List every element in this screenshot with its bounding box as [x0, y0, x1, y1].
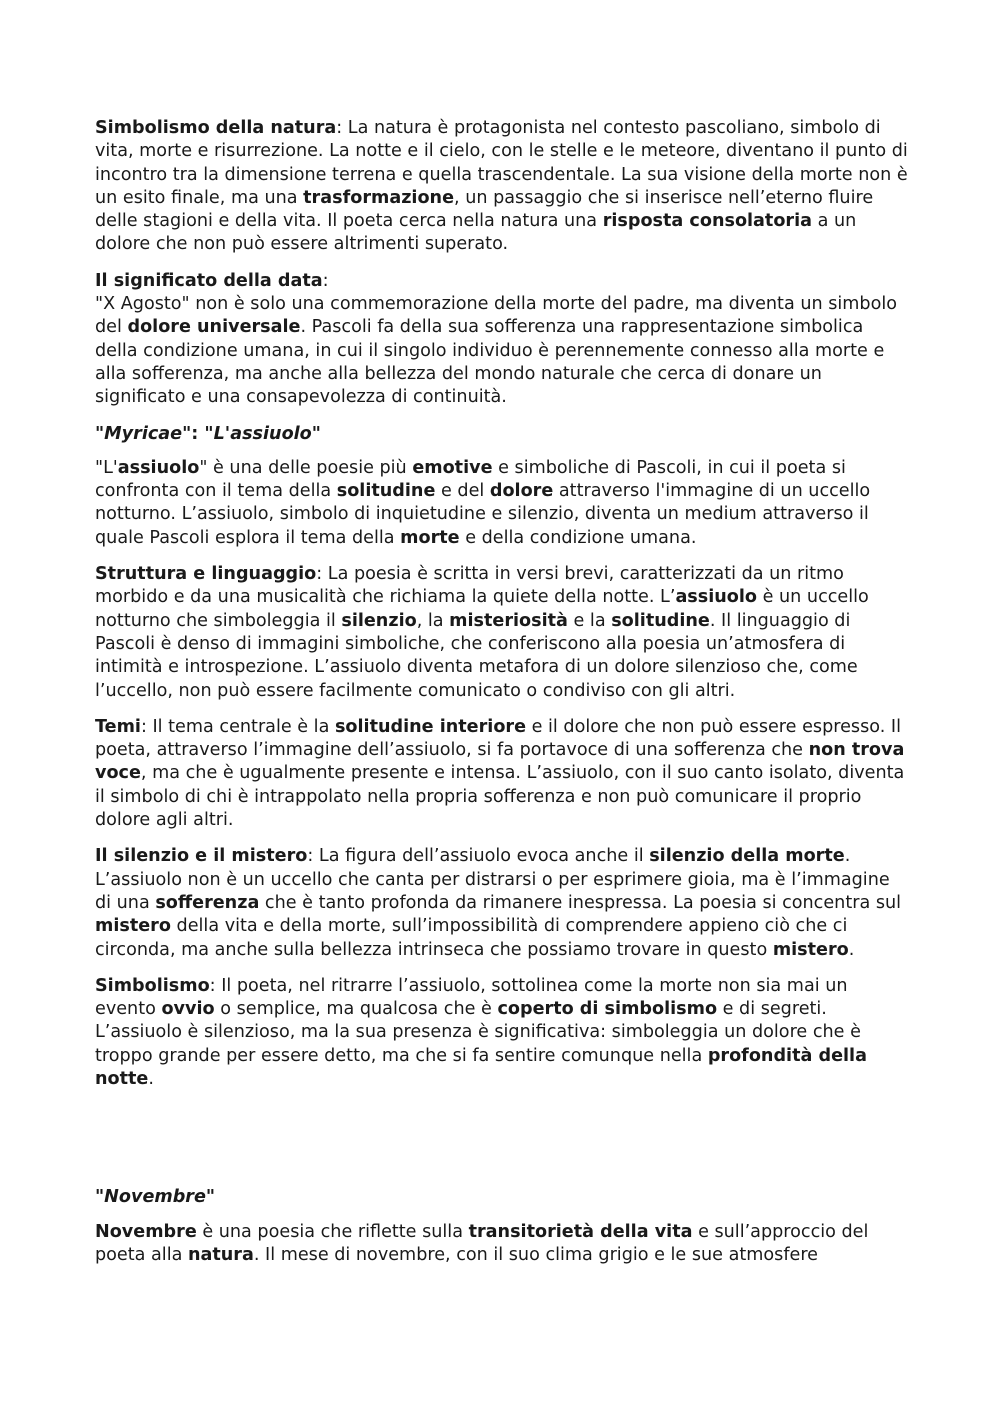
- text-run: e sull’approccio del poeta alla: [95, 1221, 869, 1265]
- text-run: , un passaggio che si inserisce nell’eterno fluire delle stagioni e della vita. Il poeta cerca nella natura una: [95, 187, 874, 232]
- bold-text: ": [205, 1187, 216, 1208]
- section-heading-heading-novembre: [95, 1186, 910, 1209]
- bold-text: mistero: [95, 916, 171, 937]
- text-run: che è tanto profonda da rimanere inespressa. La poesia si concentra sul: [259, 892, 902, 913]
- bold-text: solitudine: [611, 610, 710, 631]
- bold-text: morte: [400, 527, 460, 548]
- paragraph-simbolismo-natura: [95, 117, 910, 257]
- bold-text: Il silenzio e il mistero: [95, 846, 308, 867]
- text-run: o semplice, ma qualcosa che è: [214, 999, 498, 1020]
- text-column: [95, 117, 910, 1280]
- text-run: . Il mese di novembre, con il suo clima grigio e le sue atmosfere: [253, 1244, 819, 1265]
- bold-text: Il significato della data: [95, 270, 323, 291]
- bold-text: silenzio: [341, 610, 417, 631]
- text-run: della vita e della morte, sull’impossibilità di comprendere appieno ciò che ci circonda, ma anche sulla bellezza intrinseca che possiamo trovare in questo: [95, 916, 848, 960]
- bold-text: dolore: [489, 481, 554, 502]
- text-run: .: [148, 1068, 154, 1089]
- text-run: e il dolore che non può essere espresso. Il poeta, attraverso l’immagine dell’assiuolo, si fa portavoce di una sofferenza che: [95, 716, 901, 761]
- text-run: e la: [567, 610, 612, 631]
- bold-text: assiuolo: [117, 457, 200, 478]
- bold-text: solitudine interiore: [334, 716, 527, 737]
- bold-text: ": [311, 423, 321, 444]
- text-run: "X Agosto" non è solo una commemorazione della morte del padre, ma diventa un simbolo del: [95, 294, 897, 338]
- bold-text: risposta consolatoria: [602, 211, 813, 232]
- text-run: è una poesia che riflette sulla: [196, 1221, 469, 1242]
- bold-text: Simbolismo: [95, 975, 210, 996]
- bold-text: L'assiuolo: [213, 423, 312, 444]
- bold-text: natura: [187, 1244, 254, 1265]
- text-run: : La figura dell’assiuolo evoca anche il: [307, 846, 650, 867]
- bold-text: Simbolismo della natura: [95, 118, 337, 138]
- text-run: "L': [95, 457, 118, 478]
- bold-text: Novembre: [104, 1187, 206, 1208]
- bold-text: misteriosità: [449, 610, 568, 631]
- text-run: . Il linguaggio di Pascoli è denso di immagini simboliche, che conferiscono alla poesia un’atmosfera di intimità e introspezione. L’assiuolo diventa metafora di un dolore silenzioso che, come l’uccello, non può essere facilmente comunicato o condiviso con gli altri.: [95, 610, 858, 701]
- bold-text: sofferenza: [155, 892, 260, 913]
- text-run: " è una delle poesie più: [199, 457, 413, 478]
- bold-text: transitorietà della vita: [468, 1221, 693, 1242]
- text-run: è un uccello notturno che simboleggia il: [95, 587, 869, 631]
- text-run: , la: [416, 610, 450, 631]
- bold-text: Temi: [95, 716, 141, 737]
- bold-text: Myricae: [104, 423, 183, 444]
- paragraph-silenzio-mistero: [95, 845, 910, 961]
- text-run: , ma che è ugualmente presente e intensa. L’assiuolo, con il suo canto isolato, diventa il simbolo di chi è intrappolato nella propria sofferenza e non può comunicare il proprio dolore agli altri.: [95, 763, 905, 831]
- bold-text: ": [95, 423, 105, 444]
- text-run: : Il tema centrale è la: [140, 716, 335, 737]
- text-run: e simboliche di Pascoli, in cui il poeta si confronta con il tema della: [95, 457, 846, 502]
- paragraph-assiuolo-intro: [95, 457, 910, 550]
- text-run: . Pascoli fa della sua sofferenza una rappresentazione simbolica della condizione umana, in cui il singolo individuo è perennemente connesso alla morte e alla sofferenza, ma anche alla bellezza del mondo naturale che cerca di donare un significato e una consapevolezza di continuità.: [95, 317, 885, 408]
- text-run: .: [848, 939, 855, 960]
- paragraph-struttura-linguaggio: [95, 563, 910, 703]
- bold-text: assiuolo: [675, 587, 758, 608]
- bold-text: coperto di simbolismo: [497, 999, 718, 1020]
- paragraph-novembre-intro: [95, 1221, 910, 1268]
- section-gap: [95, 1104, 910, 1186]
- bold-text: ": ": [182, 423, 214, 444]
- bold-text: non trova voce: [95, 740, 905, 784]
- paragraph-significato-data: [95, 270, 910, 410]
- text-run: e della condizione umana.: [459, 527, 697, 548]
- section-heading-heading-myricae-assiuolo: [95, 423, 910, 446]
- bold-text: trasformazione: [303, 187, 455, 208]
- text-run: a un dolore che non può essere altrimenti superato.: [95, 211, 857, 255]
- bold-text: silenzio della morte: [649, 846, 845, 867]
- bold-text: Struttura e linguaggio: [95, 564, 317, 585]
- text-run: :: [322, 270, 329, 291]
- bold-text: profondità della notte: [95, 1045, 867, 1089]
- text-run: e del: [435, 481, 490, 502]
- text-run: e di segreti. L’assiuolo è silenzioso, ma la sua presenza è significativa: simboleggia un dolore che è troppo grande per essere detto, ma che si fa sentire comunque nella: [95, 999, 861, 1066]
- bold-text: emotive: [412, 457, 493, 478]
- bold-text: Novembre: [95, 1221, 197, 1242]
- bold-text: dolore universale: [127, 317, 301, 338]
- paragraph-temi: [95, 716, 910, 832]
- text-run: : Il poeta, nel ritrarre l’assiuolo, sottolinea come la morte non sia mai un evento: [95, 975, 848, 1020]
- text-run: : La poesia è scritta in versi brevi, caratterizzati da un ritmo morbido e da una musicalità che richiama la quiete della notte. L’: [95, 564, 844, 608]
- text-run: . L’assiuolo non è un uccello che canta per distrarsi o per esprimere gioia, ma è l’immagine di una: [95, 846, 890, 913]
- bold-text: mistero: [772, 939, 849, 960]
- text-run: : La natura è protagonista nel contesto pascoliano, simbolo di vita, morte e risurrezione. La notte e il cielo, con le stelle e le meteore, diventano il punto di incontro tra la dimensione terrena e quella trascendentale. La sua visione della morte non è un esito finale, ma una: [95, 118, 908, 208]
- bold-text: solitudine: [336, 481, 436, 502]
- paragraph-simbolismo: [95, 975, 910, 1091]
- bold-text: ovvio: [161, 999, 215, 1020]
- text-run: attraverso l'immagine di un uccello notturno. L’assiuolo, simbolo di inquietudine e silenzio, diventa un medium attraverso il quale Pascoli esplora il tema della: [95, 481, 871, 548]
- bold-text: ": [95, 1187, 105, 1208]
